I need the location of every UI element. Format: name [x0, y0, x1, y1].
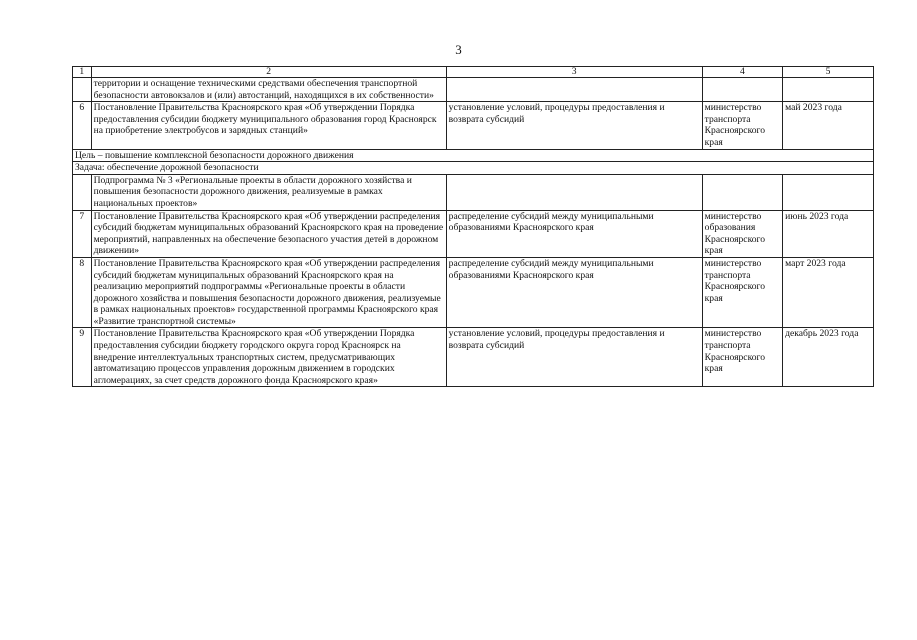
content-cell: установление условий, процедуры предоставления и возврата субсидий [446, 102, 702, 149]
executor-cell: министерство транспорта Красноярского края [702, 257, 783, 328]
deadline-cell: март 2023 года [783, 257, 874, 328]
column-header: 2 [91, 67, 446, 78]
content-cell [446, 78, 702, 102]
content-cell [446, 174, 702, 210]
table-row [73, 102, 874, 149]
deadline-cell: май 2023 года [783, 102, 874, 149]
table-row [73, 328, 874, 387]
table-row [73, 257, 874, 328]
row-number: 6 [73, 102, 92, 149]
plan-table [72, 66, 874, 387]
table-row [73, 210, 874, 257]
deadline-cell [783, 78, 874, 102]
row-number [73, 78, 92, 102]
executor-cell: министерство транспорта Красноярского края [702, 328, 783, 387]
document-cell: Подпрограмма № 3 «Региональные проекты в области дорожного хозяйства и повышения безопасности дорожного движения, реализуемые в рамках национальных проектов» [91, 174, 446, 210]
executor-cell: министерство транспорта Красноярского края [702, 102, 783, 149]
row-number [73, 174, 92, 210]
deadline-cell: июнь 2023 года [783, 210, 874, 257]
executor-cell: министерство образования Красноярского края [702, 210, 783, 257]
row-number: 7 [73, 210, 92, 257]
content-cell: установление условий, процедуры предоставления и возврата субсидий [446, 328, 702, 387]
column-header: 5 [783, 67, 874, 78]
table-row [73, 174, 874, 210]
executor-cell [702, 78, 783, 102]
document-cell: Постановление Правительства Красноярского края «Об утверждении распределения субсидий бюджетам муниципальных образований Красноярского края на проведение мероприятий, направленных на обеспечение безопасного участия детей в дорожном движении» [91, 210, 446, 257]
row-number: 9 [73, 328, 92, 387]
executor-cell [702, 174, 783, 210]
task-text: Задача: обеспечение дорожной безопасности [73, 162, 874, 175]
column-header: 3 [446, 67, 702, 78]
document-cell: Постановление Правительства Красноярского края «Об утверждении распределения субсидий бюджетам муниципальных образований Красноярского края на реализацию мероприятий подпрограммы «Региональные проекты в области дорожного хозяйства и повышения безопасности дорожного движения, реализуемые в рамках национальных проектов» государственной программы Красноярского края «Развитие транспортной системы» [91, 257, 446, 328]
document-cell: Постановление Правительства Красноярского края «Об утверждении Порядка предоставления субсидии бюджету муниципального образования город Красноярск на приобретение электробусов и зарядных станций» [91, 102, 446, 149]
row-number: 8 [73, 257, 92, 328]
task-row [73, 162, 874, 175]
page-number: 3 [455, 42, 462, 57]
column-header: 1 [73, 67, 92, 78]
document-cell: Постановление Правительства Красноярского края «Об утверждении Порядка предоставления субсидии бюджету городского округа город Красноярск на внедрение интеллектуальных транспортных систем, предусматривающих автоматизацию процессов управления дорожным движением в городских агломерациях, за счет средств дорожного фонда Красноярского края» [91, 328, 446, 387]
content-cell: распределение субсидий между муниципальными образованиями Красноярского края [446, 210, 702, 257]
goal-text: Цель – повышение комплексной безопасности дорожного движения [73, 149, 874, 162]
deadline-cell: декабрь 2023 года [783, 328, 874, 387]
goal-row [73, 149, 874, 162]
deadline-cell [783, 174, 874, 210]
table-header-row [73, 67, 874, 78]
table-row [73, 78, 874, 102]
column-header: 4 [702, 67, 783, 78]
document-cell: территории и оснащение техническими средствами обеспечения транспортной безопасности автовокзалов и (или) автостанций, находящихся в их собственности» [91, 78, 446, 102]
content-cell: распределение субсидий между муниципальными образованиями Красноярского края [446, 257, 702, 328]
